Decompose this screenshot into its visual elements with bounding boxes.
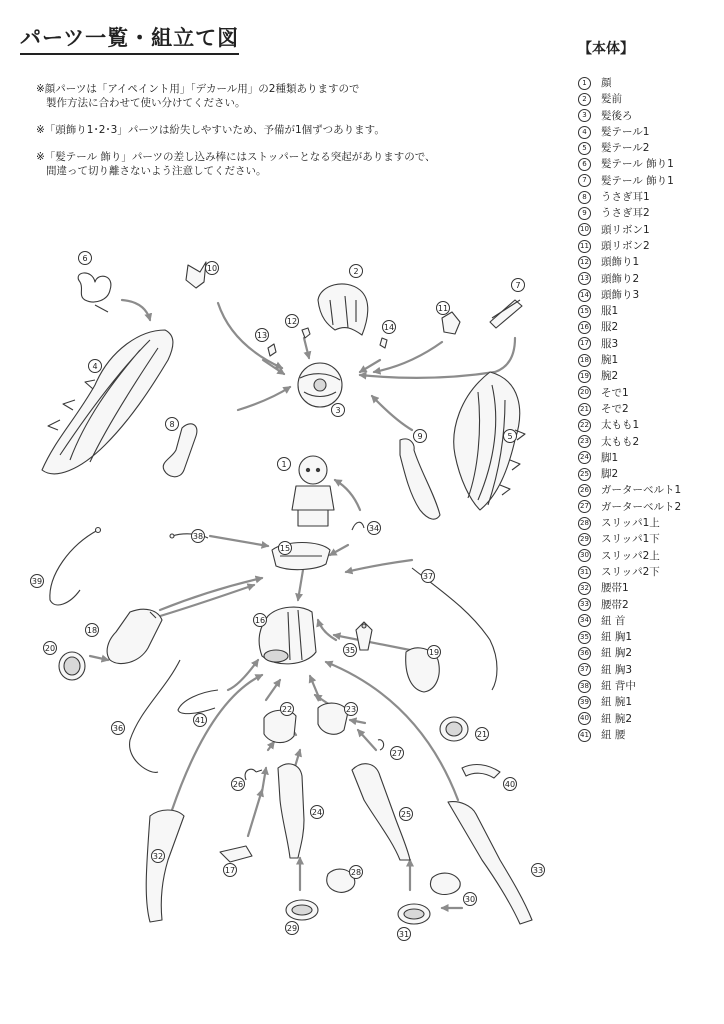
part-number: 31 [578, 566, 591, 579]
part-number: 12 [578, 256, 591, 269]
part-badge-number: 10 [206, 263, 218, 273]
part-badge [476, 728, 489, 741]
part-number: 1 [578, 77, 591, 90]
part-badge-number: 37 [422, 571, 434, 581]
part-number: 30 [578, 549, 591, 562]
part-label: 服1 [601, 305, 619, 318]
part-label: 紐 背中 [601, 679, 636, 692]
part-illustrations [42, 262, 532, 924]
part-badge-number: 5 [507, 431, 513, 441]
assembly-arrow [358, 730, 376, 750]
hair-tail-ornament-2-illustration [490, 300, 522, 328]
part-badge [86, 624, 99, 637]
garter-belt-1-illustration [245, 769, 262, 780]
thigh-1-illustration [264, 710, 296, 742]
part-badge [398, 928, 411, 941]
part-label: 脚1 [601, 451, 619, 464]
part-badge [256, 329, 269, 342]
part-badge [79, 252, 92, 265]
part-label: 腕2 [601, 370, 619, 383]
part-badge-number: 40 [504, 779, 516, 789]
part-badge [464, 893, 477, 906]
assembly-arrow [238, 387, 290, 410]
part-badge [437, 302, 450, 315]
part-badge-number: 26 [232, 779, 244, 789]
part-badge-number: 7 [515, 280, 521, 290]
part-label: 腰帯1 [601, 582, 629, 595]
part-number: 32 [578, 582, 591, 595]
part-badge-number: 4 [92, 361, 98, 371]
part-number: 8 [578, 191, 591, 204]
part-label: 太もも1 [601, 419, 640, 432]
part-badge-number: 20 [44, 643, 56, 653]
part-number: 25 [578, 468, 591, 481]
part-badge-number: 22 [281, 704, 293, 714]
part-badge [286, 922, 299, 935]
part-label: 頭飾り3 [601, 288, 640, 301]
part-badge-number: 35 [344, 645, 356, 655]
part-badge [286, 315, 299, 328]
bunny-ear-1-illustration [163, 424, 197, 477]
part-badge-number: 14 [383, 322, 395, 332]
part-badge-number: 18 [86, 625, 98, 635]
note-line: 間違って切り離さないよう注意してください。 [46, 165, 267, 177]
assembly-arrow [172, 675, 262, 810]
part-label: ガーターベルト2 [601, 500, 682, 513]
part-number: 2 [578, 93, 591, 106]
part-number: 15 [578, 305, 591, 318]
hair-back-illustration [298, 363, 342, 407]
part-label: そで2 [601, 402, 629, 415]
part-number: 5 [578, 142, 591, 155]
part-badge [112, 722, 125, 735]
part-number: 33 [578, 598, 591, 611]
part-number: 40 [578, 712, 591, 725]
sleeve-1-illustration [59, 652, 85, 680]
part-badge [278, 458, 291, 471]
arm-1-illustration [107, 609, 162, 663]
part-badge [345, 703, 358, 716]
head-ornament-1-illustration [302, 328, 310, 338]
part-number: 21 [578, 403, 591, 416]
part-label: 太もも2 [601, 435, 640, 448]
part-badge [383, 321, 396, 334]
part-badge-number: 25 [400, 809, 412, 819]
part-badge [89, 360, 102, 373]
part-badge [332, 404, 345, 417]
part-number: 4 [578, 126, 591, 139]
part-badge-number: 6 [82, 253, 88, 263]
hair-tail-ornament-1-illustration [78, 273, 111, 312]
part-label: 髪後ろ [601, 109, 633, 122]
part-badge-number: 31 [398, 929, 410, 939]
part-badge-number: 32 [152, 851, 164, 861]
part-badge [428, 646, 441, 659]
part-badge-number: 24 [311, 807, 323, 817]
clothes-2-illustration [259, 607, 316, 664]
neck-strap-illustration [352, 522, 364, 530]
part-number: 7 [578, 174, 591, 187]
waist-strap-illustration [178, 690, 218, 714]
part-badge [400, 808, 413, 821]
part-number: 41 [578, 729, 591, 742]
assembly-arrow [122, 300, 150, 320]
part-label: 紐 胸2 [601, 647, 633, 660]
part-badge [281, 703, 294, 716]
part-label: 髪テール1 [601, 125, 650, 138]
part-badge-number: 34 [368, 523, 380, 533]
part-label: うさぎ耳1 [601, 191, 650, 204]
leg-1-illustration [278, 764, 304, 858]
part-badge-number: 9 [417, 431, 423, 441]
part-label: ガーターベルト1 [601, 484, 682, 497]
chest-strap-2-illustration [130, 660, 180, 772]
garter-belt-2-illustration [378, 740, 384, 750]
assembly-arrow [268, 742, 274, 750]
part-badge [350, 265, 363, 278]
part-label: 脚2 [601, 468, 619, 481]
part-label: スリッパ2下 [601, 565, 660, 578]
part-label: スリッパ1上 [601, 517, 660, 530]
part-badge-number: 39 [31, 576, 43, 586]
part-badge [391, 747, 404, 760]
waist-sash-2-illustration [448, 802, 532, 924]
part-label: 腕1 [601, 354, 619, 367]
part-label: スリッパ1下 [601, 533, 660, 546]
part-number: 3 [578, 109, 591, 122]
part-badge-number: 38 [192, 531, 204, 541]
note-line: ※「髪テール 飾り」パーツの差し込み棒にはストッパーとなる突起がありますので、 [36, 151, 436, 163]
part-badge [504, 430, 517, 443]
part-label: 紐 胸1 [601, 631, 633, 644]
part-number: 18 [578, 354, 591, 367]
note-line: ※「頭飾り1･2･3」パーツは紛失しやすいため、予備が1個ずつあります。 [36, 124, 385, 136]
part-number: 39 [578, 696, 591, 709]
part-number: 34 [578, 614, 591, 627]
part-badge-number: 19 [428, 647, 440, 657]
assembly-arrow [318, 620, 336, 640]
assembly-arrow [346, 560, 412, 572]
part-number: 10 [578, 223, 591, 236]
assembly-arrow [262, 768, 266, 792]
part-badge-number: 8 [169, 419, 175, 429]
part-number: 19 [578, 370, 591, 383]
part-label: そで1 [601, 386, 629, 399]
part-label: 髪テール 飾り1 [601, 174, 674, 187]
part-label: 頭リボン1 [601, 223, 650, 236]
page-title: パーツ一覧・組立て図 [20, 22, 239, 55]
part-label: うさぎ耳2 [601, 207, 650, 220]
arm-strap-1-illustration [50, 528, 101, 605]
part-label: 紐 腕1 [601, 696, 633, 709]
assembly-arrow [266, 680, 280, 700]
slipper-2-lower-illustration [398, 904, 430, 924]
part-badge-number: 1 [281, 459, 287, 469]
part-badge-number: 13 [256, 330, 268, 340]
part-badge-number: 12 [286, 316, 298, 326]
hair-front-illustration [318, 284, 368, 335]
part-badge [206, 262, 219, 275]
part-label: 紐 首 [601, 614, 626, 627]
assembly-arrow [326, 662, 458, 800]
part-badge-number: 33 [532, 865, 544, 875]
part-label: 服3 [601, 337, 619, 350]
part-badge-number: 41 [194, 715, 206, 725]
note-line: ※顔パーツは「アイペイント用」「デカール用」の2種類ありますので [36, 83, 360, 95]
part-badge [311, 806, 324, 819]
chest-strap-1-illustration [356, 622, 372, 650]
part-badge [166, 418, 179, 431]
part-label: 服2 [601, 321, 619, 334]
sleeve-2-illustration [440, 717, 468, 741]
part-badge-number: 36 [112, 723, 124, 733]
head-ornament-2-illustration [268, 344, 276, 356]
slipper-2-upper-illustration [430, 873, 460, 894]
part-label: 腰帯2 [601, 598, 629, 611]
assembly-arrow [228, 660, 258, 690]
part-number: 29 [578, 533, 591, 546]
assembly-arrow [335, 480, 360, 510]
part-number: 6 [578, 158, 591, 171]
part-label: 頭リボン2 [601, 239, 650, 252]
part-badge-number: 23 [345, 704, 357, 714]
part-badge [422, 570, 435, 583]
head-ribbon-1-illustration [186, 262, 206, 288]
bunny-ear-2-illustration [400, 439, 440, 519]
part-badge [44, 642, 57, 655]
assembly-arrow [350, 720, 365, 723]
part-number: 35 [578, 631, 591, 644]
part-badge [224, 864, 237, 877]
part-badge [254, 614, 267, 627]
assembly-arrow [372, 396, 412, 430]
part-number: 23 [578, 435, 591, 448]
head-ribbon-2-illustration [442, 312, 460, 334]
part-number: 24 [578, 451, 591, 464]
part-label: 紐 胸3 [601, 663, 633, 676]
part-label: 髪テール 飾り1 [601, 158, 674, 171]
part-badge [414, 430, 427, 443]
part-number: 28 [578, 517, 591, 530]
part-badge-number: 11 [437, 303, 449, 313]
hair-tail-1-illustration [42, 330, 173, 474]
part-number: 11 [578, 240, 591, 253]
clothes-3-illustration [220, 846, 252, 862]
part-number: 26 [578, 484, 591, 497]
part-badge-number: 2 [353, 266, 359, 276]
assembly-arrow [218, 303, 282, 368]
head-ornament-3-illustration [380, 338, 387, 348]
part-badge-number: 29 [286, 923, 298, 933]
part-badge-number: 17 [224, 865, 236, 875]
part-label: 髪テール2 [601, 142, 650, 155]
waist-sash-1-illustration [146, 810, 184, 922]
part-badge [194, 714, 207, 727]
part-badge [192, 530, 205, 543]
assembly-arrow [330, 545, 348, 555]
part-badge-number: 16 [254, 615, 266, 625]
part-number: 27 [578, 500, 591, 513]
part-number: 17 [578, 337, 591, 350]
part-badge-number: 28 [350, 867, 362, 877]
part-badge [532, 864, 545, 877]
part-number: 36 [578, 647, 591, 660]
part-number: 37 [578, 663, 591, 676]
part-badge-number: 3 [335, 405, 341, 415]
part-number: 13 [578, 272, 591, 285]
assembly-arrow [304, 338, 309, 358]
part-label: 紐 腰 [601, 728, 626, 741]
assembly-arrow [210, 536, 268, 546]
assembly-arrow [248, 790, 262, 836]
part-badge [504, 778, 517, 791]
face-illustration [292, 456, 334, 526]
part-label: 頭飾り1 [601, 256, 640, 269]
part-number: 38 [578, 680, 591, 693]
part-number: 16 [578, 321, 591, 334]
part-badge [31, 575, 44, 588]
part-badge [232, 778, 245, 791]
part-badge [279, 542, 292, 555]
arm-strap-2-illustration [462, 765, 500, 778]
part-badge [368, 522, 381, 535]
part-number: 22 [578, 419, 591, 432]
assembly-arrow [160, 578, 262, 610]
note-line: 製作方法に合わせて使い分けてください。 [46, 97, 246, 109]
assembly-arrow [360, 360, 380, 372]
part-label: 顔 [601, 77, 612, 89]
part-label: 紐 腕2 [601, 712, 633, 725]
part-badge [350, 866, 363, 879]
part-badge [152, 850, 165, 863]
part-label: 髪前 [601, 93, 622, 106]
part-badge [512, 279, 525, 292]
part-badge-number: 27 [391, 748, 403, 758]
part-badge [344, 644, 357, 657]
part-badge-number: 21 [476, 729, 488, 739]
thigh-2-illustration [318, 703, 348, 734]
part-label: スリッパ2上 [601, 549, 660, 562]
part-number: 9 [578, 207, 591, 220]
parts-list-heading: 【本体】 [578, 41, 634, 57]
part-badge-number: 30 [464, 894, 476, 904]
part-label: 頭飾り2 [601, 272, 640, 285]
assembly-arrow [90, 656, 108, 660]
part-number: 20 [578, 386, 591, 399]
part-badge-number: 15 [279, 543, 291, 553]
slipper-1-lower-illustration [286, 900, 318, 920]
part-number: 14 [578, 289, 591, 302]
